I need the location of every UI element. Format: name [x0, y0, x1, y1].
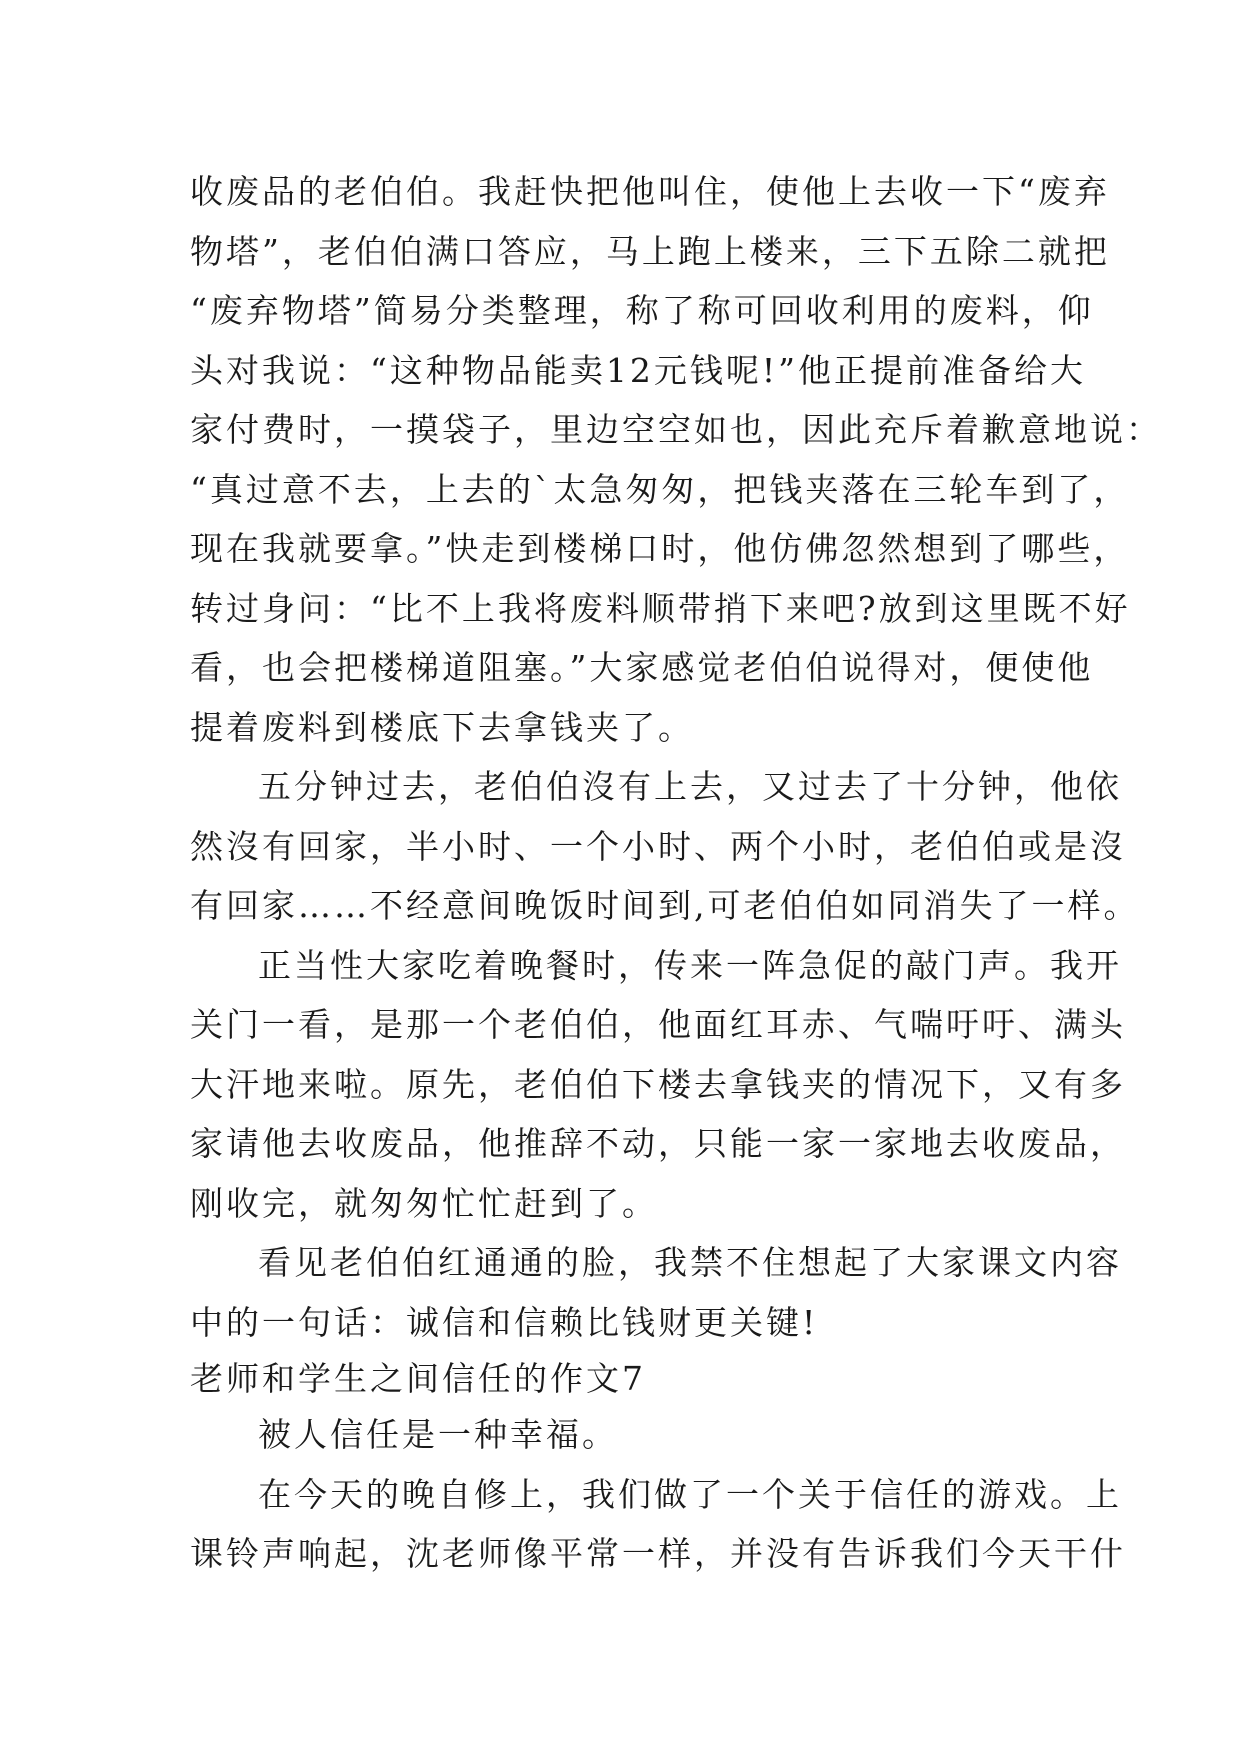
section-heading: 老师和学生之间信任的作文7: [190, 1359, 646, 1398]
body-line: “废弃物塔”简易分类整理，称了称可回收利用的废料，仰: [190, 291, 1094, 330]
body-line: 大汗地来啦。原先，老伯伯下楼去拿钱夹的情况下，又有多: [190, 1064, 1126, 1104]
body-line: “真过意不去，上去的`太急匆匆，把钱夹落在三轮车到了，: [190, 469, 1130, 509]
body-line: 物塔”，老伯伯满口答应，马上跑上楼来，三下五除二就把: [190, 231, 1110, 271]
body-line: 课铃声响起，沈老师像平常一样，并没有告诉我们今天干什: [190, 1534, 1126, 1573]
body-line: 家请他去收废品，他推辞不动，只能一家一家地去收废品，: [190, 1124, 1126, 1163]
document-body: [190, 162, 1162, 1584]
paragraph-first-line: 正当性大家吃着晚餐时，传来一阵急促的敲门声。我开: [258, 945, 1122, 985]
body-line: 现在我就要拿。”快走到楼梯口时，他仿佛忽然想到了哪些，: [190, 529, 1130, 568]
body-line: 刚收完，就匆匆忙忙赶到了。: [190, 1183, 658, 1223]
body-line: 有回家……不经意间晚饭时间到,可老伯伯如同消失了一样。: [190, 886, 1140, 925]
paragraph-first-line: 看见老伯伯红通通的脸，我禁不住想起了大家课文内容: [258, 1243, 1122, 1282]
body-line: 提着废料到楼底下去拿钱夹了。: [190, 707, 694, 747]
body-line: 看，也会把楼梯道阻塞。”大家感觉老伯伯说得对，便使他: [190, 648, 1094, 687]
body-line: 然沒有回家，半小时、一个小时、两个小时，老伯伯或是沒: [190, 826, 1126, 866]
body-line: 中的一句话：诚信和信赖比钱财更关键!: [190, 1302, 819, 1342]
body-line: 转过身问：“比不上我将废料顺带捎下来吧?放到这里既不好: [190, 588, 1131, 628]
body-line: 家付费时，一摸袋子，里边空空如也，因此充斥着歉意地说：: [190, 410, 1162, 449]
paragraph-first-line: 五分钟过去，老伯伯沒有上去，又过去了十分钟，他依: [258, 767, 1122, 806]
body-line: 关门一看，是那一个老伯伯，他面红耳赤、气喘吁吁、满头: [190, 1005, 1126, 1044]
body-line: 收废品的老伯伯。我赶快把他叫住，使他上去收一下“废弃: [190, 172, 1110, 211]
body-line: 头对我说：“这种物品能卖12元钱呢!”他正提前准备给大: [190, 350, 1086, 390]
paragraph-first-line: 在今天的晚自修上，我们做了一个关于信任的游戏。上: [258, 1474, 1122, 1514]
paragraph-first-line: 被人信任是一种幸福。: [258, 1415, 618, 1454]
